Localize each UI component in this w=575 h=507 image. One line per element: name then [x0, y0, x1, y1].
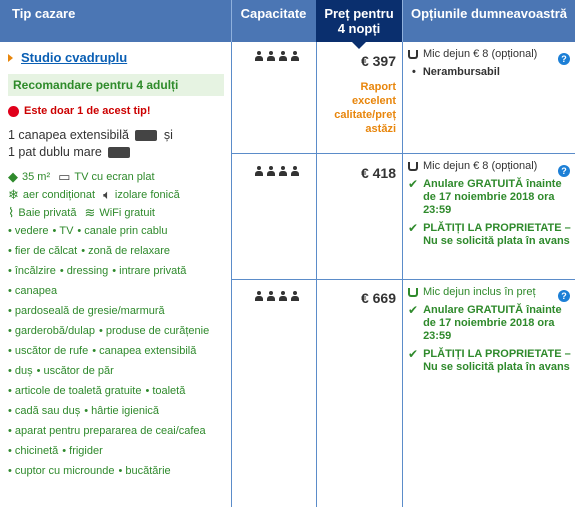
facility-row: [8, 461, 231, 481]
room-info: [0, 42, 231, 481]
price-option-1: € 397: [360, 53, 396, 69]
shower-icon: ⌇: [8, 205, 15, 220]
col-header-pret[interactable]: [316, 0, 402, 42]
facility-item: intrare privată: [119, 265, 187, 277]
facility-row: [8, 261, 231, 281]
speaker-icon: 🔈︎: [103, 187, 111, 202]
facility-item: aparat pentru prepararea de ceai/cafea: [14, 425, 206, 437]
facility-item: cadă sau duș: [14, 405, 81, 417]
person-icon: [278, 51, 288, 61]
facility-item: zonă de relaxare: [88, 245, 171, 257]
check-icon: ✔: [408, 303, 419, 317]
double-bed-icon: [108, 147, 130, 158]
bed-sofa-text: 1 canapea extensibilă: [8, 128, 129, 142]
bullet-icon: •: [145, 385, 150, 397]
options-row-1: Mic dejun € 8 (opțional) • Nerambursabil: [408, 48, 575, 84]
room-name-link[interactable]: Studio cvadruplu: [21, 50, 128, 65]
col-header-tip-cazare: Tip cazare: [12, 6, 76, 21]
check-icon: ✔: [408, 221, 419, 235]
person-icon: [266, 51, 276, 61]
bed-double-text: 1 pat dublu mare: [8, 145, 102, 159]
bullet-icon: •: [8, 245, 12, 257]
coffee-cup-icon: [408, 50, 418, 59]
bullet-icon: •: [118, 465, 123, 477]
bullet-icon: •: [8, 265, 12, 277]
bullet-icon: •: [8, 465, 12, 477]
bullet-icon: •: [62, 445, 67, 457]
coffee-cup-icon: [408, 162, 418, 171]
person-icon: [278, 291, 288, 301]
facility-item: uscător de păr: [43, 365, 114, 377]
help-icon[interactable]: ?: [558, 165, 570, 177]
person-icon: [290, 291, 300, 301]
bullet-icon: •: [84, 405, 89, 417]
facility-item: produse de curățenie: [105, 325, 210, 337]
table-header: [0, 0, 575, 42]
facility-row: [8, 401, 231, 421]
facility-item: bucătărie: [125, 465, 171, 477]
bullet-icon: •: [81, 245, 86, 257]
help-icon[interactable]: ?: [558, 53, 570, 65]
options-row-3: Mic dejun inclus în preț ✔ Anulare GRATUITĂ înainte de 17 noiembrie 2018 ora 23:59 ✔ PLĂTIȚI LA PROPRIETATE – Nu se solicită plata în avans: [408, 286, 575, 379]
person-icon: [254, 291, 264, 301]
facilities-list: [8, 221, 231, 481]
col-header-capacitate: Capacitate: [240, 6, 307, 21]
facility-item: canale prin cablu: [84, 225, 168, 237]
person-icon: [254, 166, 264, 176]
facility-item: duș: [14, 365, 33, 377]
bullet-icon: •: [59, 265, 64, 277]
pay-at-property: PLĂTIȚI LA PROPRIETATE – Nu se solicită plata în avans: [423, 348, 571, 373]
bullet-icon: •: [8, 285, 12, 297]
facility-row: [8, 361, 231, 381]
facility-item: canapea: [14, 285, 58, 297]
facility-item: chicinetă: [14, 445, 59, 457]
check-icon: ✔: [408, 177, 419, 191]
bullet-icon: •: [8, 325, 12, 337]
wifi-icon: ≋: [84, 205, 96, 220]
facility-item: frigider: [69, 445, 103, 457]
promo-badge: Raport excelent calitate/preț astăzi: [334, 81, 396, 135]
bed-join-text: și: [163, 128, 173, 142]
help-icon[interactable]: ?: [558, 290, 570, 302]
bullet-icon: •: [8, 345, 12, 357]
bullet-icon: •: [8, 385, 12, 397]
person-icon: [266, 166, 276, 176]
feature-wifi: ≋ WiFi gratuit: [84, 205, 155, 220]
col-header-pret-line1: Preț pentru: [324, 6, 394, 21]
caret-right-icon: [8, 54, 13, 62]
bullet-icon: •: [8, 225, 12, 237]
person-icon: [290, 51, 300, 61]
red-dot-icon: [8, 106, 19, 117]
sofa-bed-icon: [135, 130, 157, 141]
tv-icon: ▭: [58, 169, 71, 184]
facility-item: dressing: [66, 265, 109, 277]
col-header-optiuni: Opțiunile dumneavoastră: [411, 6, 568, 21]
feature-soundproof: 🔈︎ izolare fonică: [103, 187, 180, 202]
recommendation-badge: Recomandare pentru 4 adulți: [8, 74, 224, 96]
bullet-icon: •: [8, 425, 12, 437]
feature-tv: ▭ TV cu ecran plat: [58, 169, 155, 184]
snowflake-icon: ❄: [8, 187, 19, 202]
facility-item: cuptor cu microunde: [14, 465, 115, 477]
availability-text: Este doar 1 de acest tip!: [24, 105, 151, 117]
bullet-icon: •: [36, 365, 41, 377]
capacity-row-1: [254, 51, 314, 64]
facility-row: [8, 301, 231, 321]
availability-warning: [8, 105, 231, 117]
bullet-icon: •: [8, 405, 12, 417]
facility-item: vedere: [14, 225, 49, 237]
free-cancellation: Anulare GRATUITĂ înainte de 17 noiembrie 2018 ora 23:59: [423, 178, 562, 216]
bullet-icon: •: [77, 225, 82, 237]
facility-row: [8, 441, 231, 461]
facility-item: TV: [59, 225, 74, 237]
coffee-cup-icon: [408, 288, 418, 297]
options-row-2: Mic dejun € 8 (opțional) ✔ Anulare GRATUITĂ înainte de 17 noiembrie 2018 ora 23:59 ✔ PLĂTIȚI LA PROPRIETATE – Nu se solicită plata în avans: [408, 160, 575, 253]
price-option-2: € 418: [360, 165, 396, 181]
facility-row: [8, 381, 231, 401]
bullet-icon: •: [98, 325, 103, 337]
capacity-row-3: [254, 291, 314, 304]
feature-ac: ❄ aer condiționat: [8, 187, 96, 202]
price-option-3: € 669: [360, 290, 396, 306]
capacity-row-2: [254, 166, 314, 179]
bullet-icon: •: [8, 365, 12, 377]
bullet-icon: •: [52, 225, 57, 237]
bullet-icon: •: [92, 345, 97, 357]
facility-item: garderobă/dulap: [14, 325, 95, 337]
facility-item: pardoseală de gresie/marmură: [14, 305, 165, 317]
person-icon: [290, 166, 300, 176]
facility-item: uscător de rufe: [14, 345, 89, 357]
facility-item: încălzire: [14, 265, 56, 277]
facility-row: [8, 281, 231, 301]
bullet-icon: •: [8, 305, 12, 317]
person-icon: [278, 166, 288, 176]
check-icon: ✔: [408, 347, 419, 361]
pay-at-property: PLĂTIȚI LA PROPRIETATE – Nu se solicită plata în avans: [423, 222, 571, 247]
person-icon: [266, 291, 276, 301]
feature-bath: ⌇ Baie privată: [8, 205, 77, 220]
feature-size: ◆ 35 m²: [8, 169, 51, 184]
person-icon: [254, 51, 264, 61]
facility-row: [8, 221, 231, 241]
facility-item: toaletă: [152, 385, 186, 397]
facility-item: canapea extensibilă: [99, 345, 197, 357]
facility-item: articole de toaletă gratuite: [14, 385, 142, 397]
facility-row: [8, 241, 231, 261]
room-title: [8, 50, 231, 65]
facility-row: [8, 421, 231, 441]
bullet-icon: •: [112, 265, 117, 277]
cube-icon: ◆: [8, 169, 18, 184]
facility-item: hârtie igienică: [91, 405, 160, 417]
facility-item: fier de călcat: [14, 245, 78, 257]
bullet-icon: •: [8, 445, 12, 457]
non-refundable: Nerambursabil: [422, 66, 500, 78]
free-cancellation: Anulare GRATUITĂ înainte de 17 noiembrie 2018 ora 23:59: [423, 304, 562, 342]
col-header-pret-line2: 4 nopți: [337, 21, 381, 36]
facility-row: [8, 341, 231, 361]
facility-row: [8, 321, 231, 341]
bed-config: [8, 127, 231, 161]
